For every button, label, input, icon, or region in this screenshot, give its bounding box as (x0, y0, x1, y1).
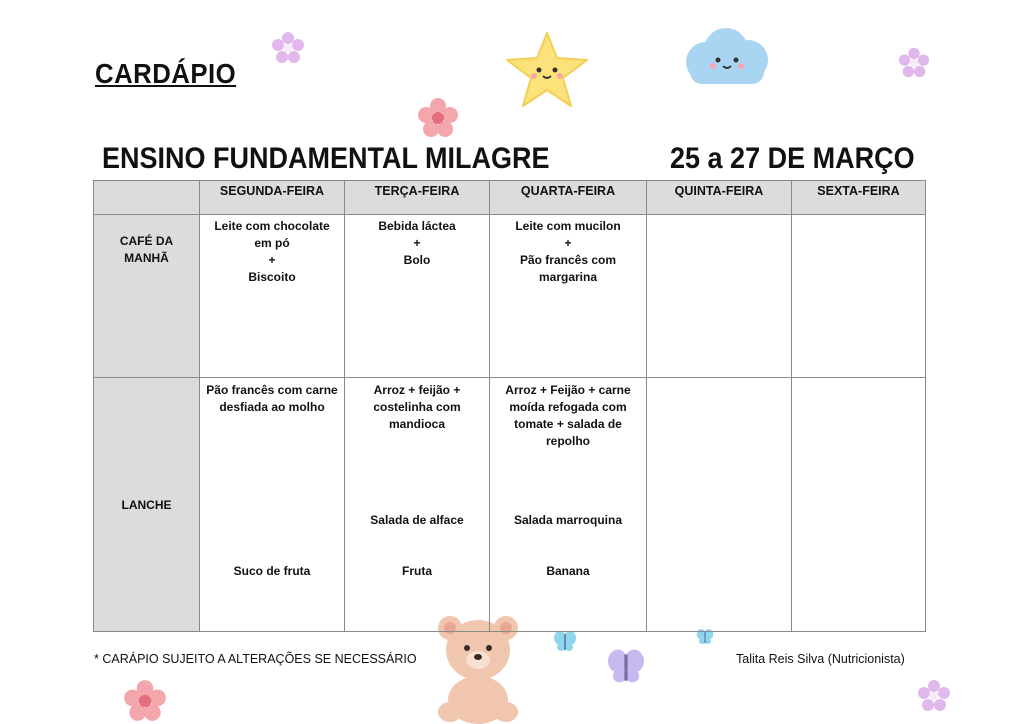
corner-cell (94, 181, 200, 215)
lanche-quinta-cell (647, 378, 792, 632)
column-header-terca: TERÇA-FEIRA (345, 181, 490, 215)
cafe-quinta-cell (647, 215, 792, 378)
table-row-cafe (94, 215, 926, 378)
cafe-sexta-cell (792, 215, 926, 378)
column-header-sexta: SEXTA-FEIRA (792, 181, 926, 215)
column-header-quarta: QUARTA-FEIRA (490, 181, 647, 215)
butterfly-icon (606, 648, 646, 684)
footnote: * CARÁPIO SUJEITO A ALTERAÇÕES SE NECESSÁRIO (94, 652, 417, 666)
pink-flower-icon (116, 678, 174, 724)
row-header-lanche: LANCHE (94, 378, 200, 632)
pink-flower-icon (416, 96, 460, 140)
column-header-segunda: SEGUNDA-FEIRA (200, 181, 345, 215)
table-row-lanche (94, 378, 926, 632)
table-header-row (94, 181, 926, 215)
cafe-terca-cell: Bebida láctea + Bolo (345, 215, 490, 378)
butterfly-icon (553, 630, 577, 652)
lanche-segunda-cell: Pão francês com carne desfiada ao molho Suco de fruta (200, 378, 345, 632)
lanche-quarta-cell: Arroz + Feijão + carne moída refogada com tomate + salada de repolho Salada marroquina Banana (490, 378, 647, 632)
school-name: ENSINO FUNDAMENTAL MILAGRE (102, 142, 550, 175)
smiling-cloud-icon (676, 22, 776, 94)
page-title: CARDÁPIO (95, 58, 237, 89)
lanche-terca-cell: Arroz + feijão + costelinha com mandioca Salada de alface Fruta (345, 378, 490, 632)
smiling-star-icon (503, 30, 591, 110)
date-range: 25 a 27 DE MARÇO (670, 142, 915, 175)
cafe-segunda-cell: Leite com chocolate em pó + Biscoito (200, 215, 345, 378)
cafe-quarta-cell: Leite com mucilon + Pão francês com margarina (490, 215, 647, 378)
lilac-flower-icon (897, 46, 931, 80)
row-header-cafe: CAFÉ DA MANHÃ (94, 215, 200, 378)
column-header-quinta: QUINTA-FEIRA (647, 181, 792, 215)
lilac-flower-icon (270, 30, 306, 66)
nutritionist-signature: Talita Reis Silva (Nutricionista) (736, 652, 905, 666)
menu-table (93, 180, 926, 632)
lanche-sexta-cell (792, 378, 926, 632)
lilac-flower-icon (916, 678, 952, 714)
